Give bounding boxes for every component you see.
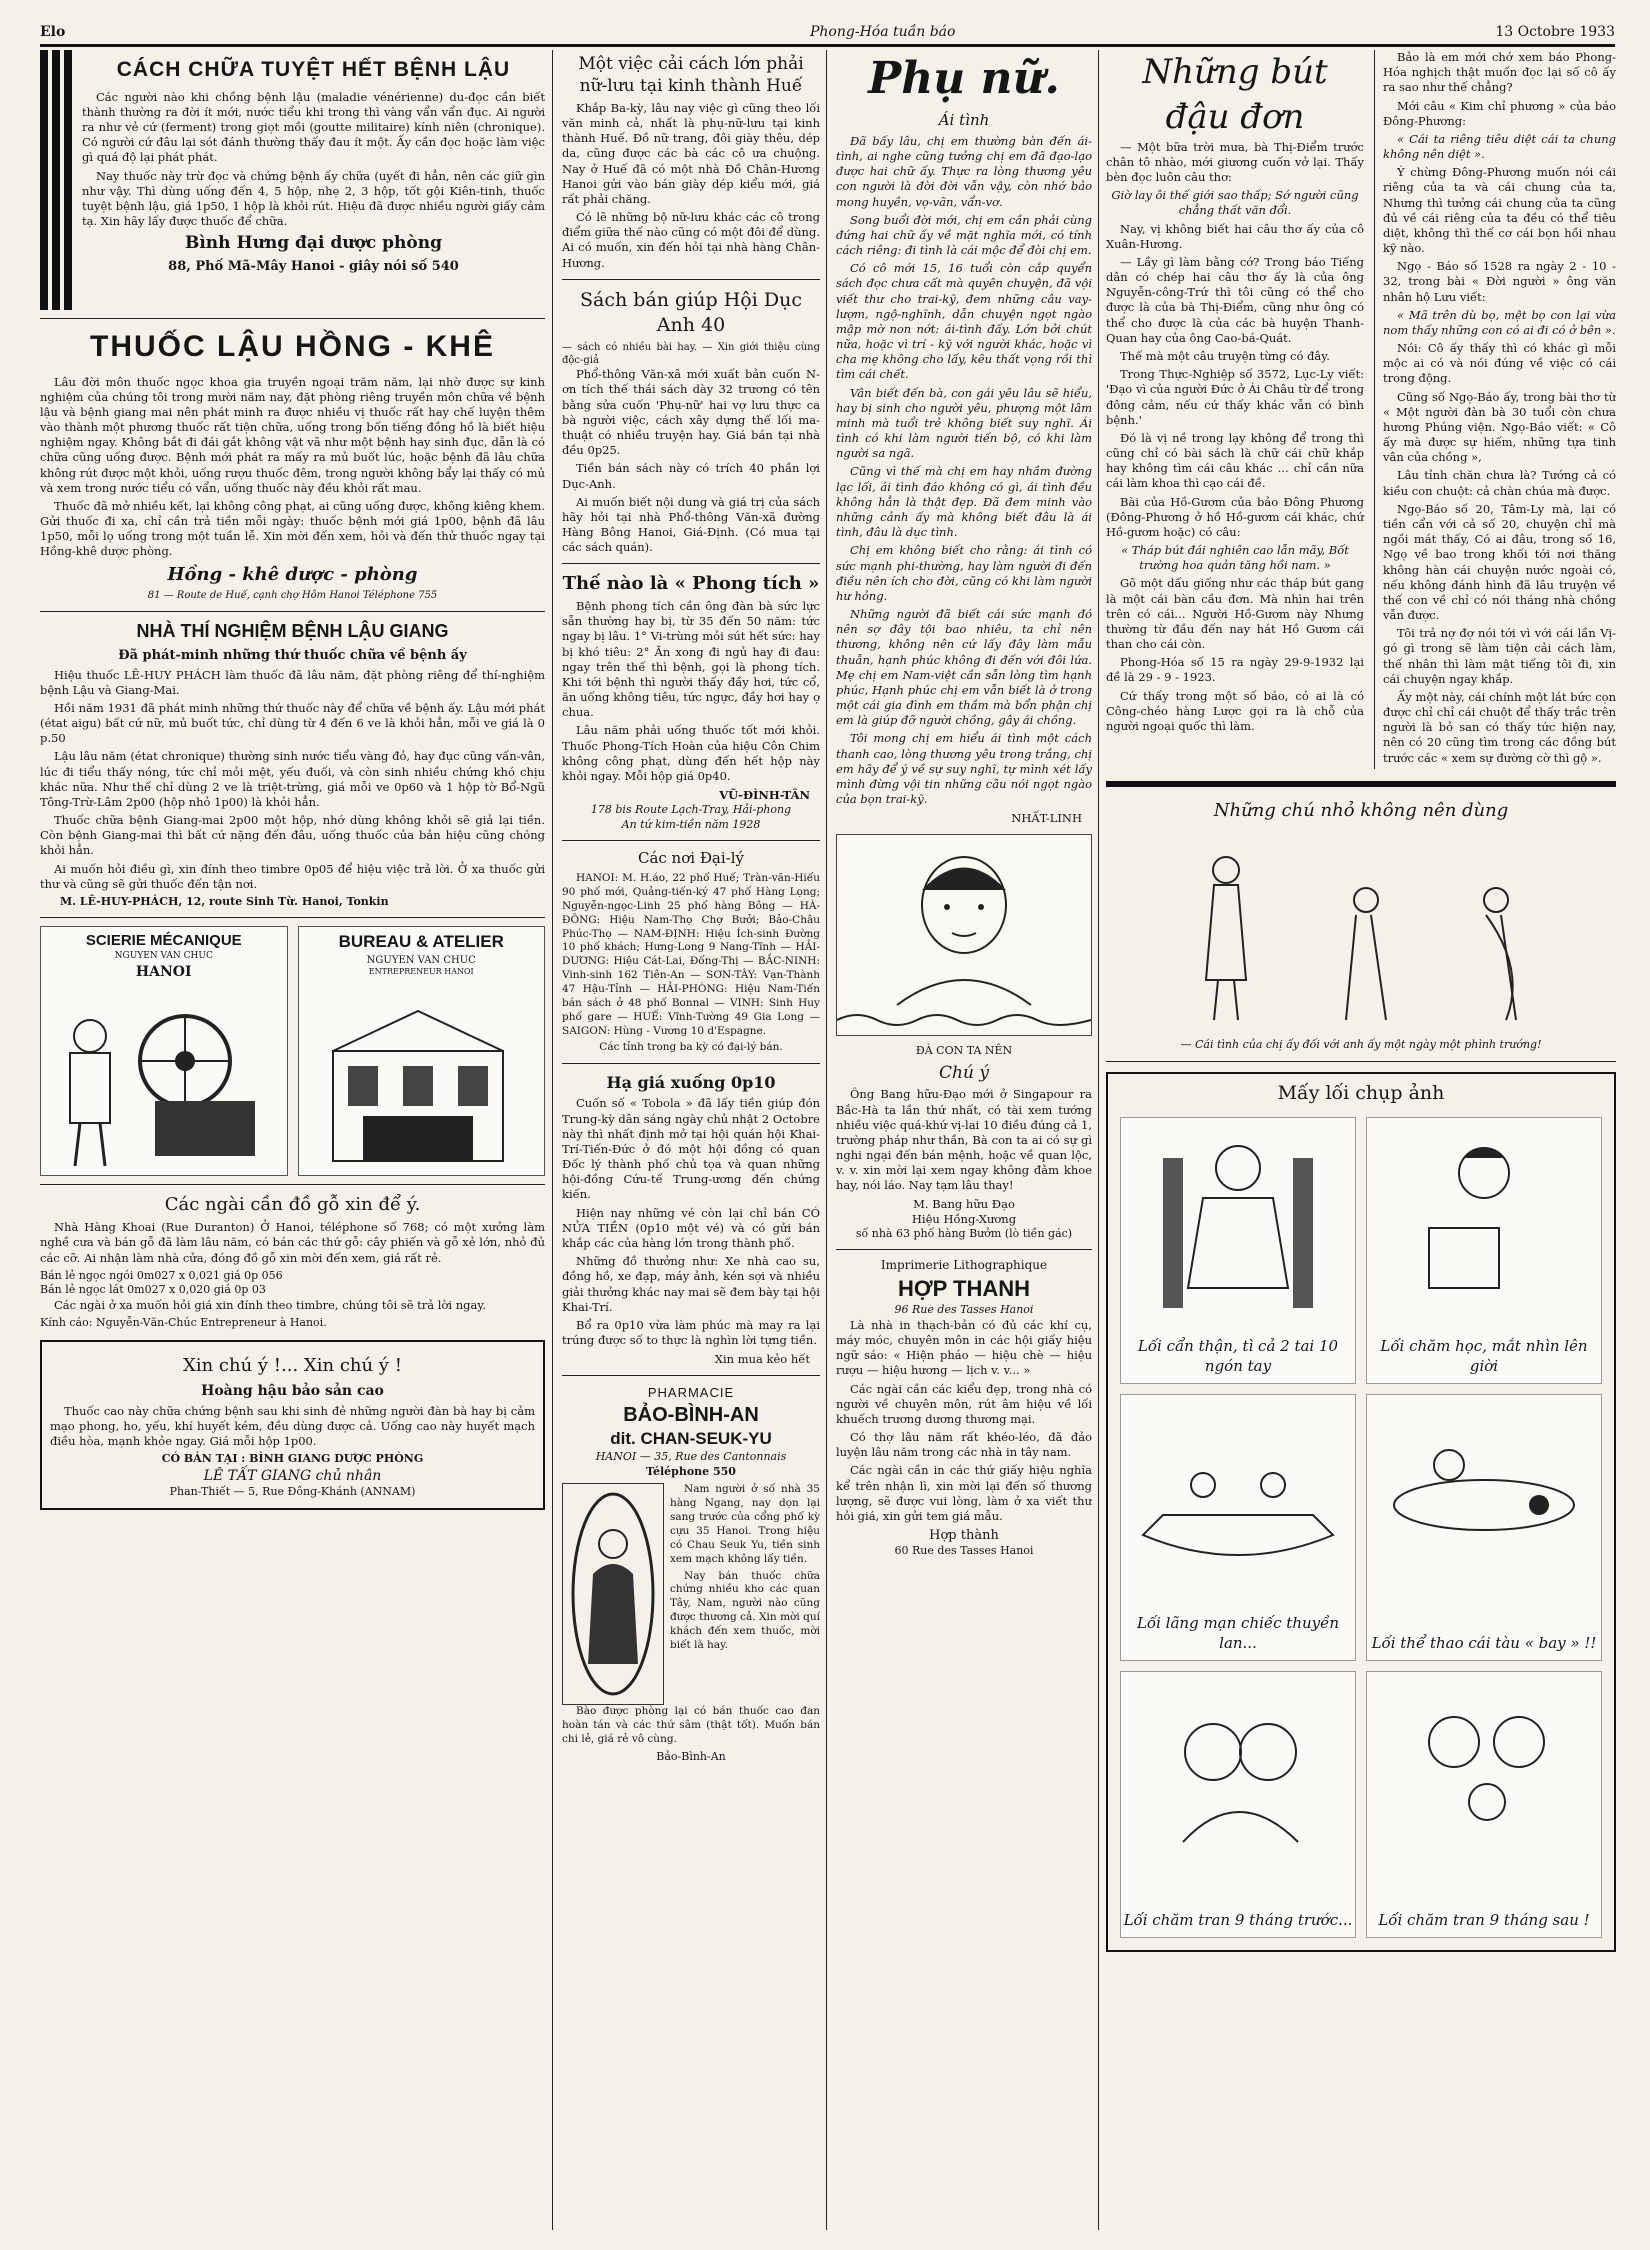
bits-body-3: — Lầy gì làm bằng cớ? Trong báo Tiếng dân có chép hai câu thơ ấy là của ông Nguyễn-công-Trứ thì tôi cũng có thể cho được là của bà Thị-Điểm, cũng như ông có thể cho được là của các bà huyện Thanh-Quan hay của ông Cao-bá-Quát. [1106, 254, 1364, 345]
reading-woman-drawing [1367, 1118, 1601, 1318]
photo-styles-title: Mấy lối chụp ảnh [1277, 1082, 1445, 1104]
books-title: Sách bán giúp Hội Dục Anh 40 [580, 288, 802, 336]
ad2-shop: Hồng - khê dược - phòng [167, 563, 418, 585]
pharmacy-telephone: Téléphone 550 [646, 1464, 736, 1478]
bits-poem-1: Giờ lay ôi thế giới sao thấp; Sớ người cũng chẳng thất văn đổi. [1111, 188, 1359, 218]
bits-body-10: Cứ thấy trong một số báo, có ai là có Công-chéo hàng Lược gọi ra là chỗ của người ngoại quốc thì làm. [1106, 688, 1364, 733]
ad3-title: NHÀ THÍ NGHIỆM BỆNH LẬU GIANG [136, 620, 449, 641]
notice-address: Phan-Thiết — 5, Rue Đông-Khánh (ANNAM) [169, 1485, 416, 1499]
printer-label: Imprimerie Lithographique [880, 1258, 1048, 1273]
women-body-2: Song buổi đời mới, chị em cần phải cùng đứng hai chữ ấy về mặt nghĩa mới, có tính cách riêng: đi tình là cái mộc để đòi chị em. [836, 212, 1092, 258]
women-body-1: Đã bấy lâu, chị em thường bàn đến ái-tình, ai nghe cũng tưởng chị em đã đạo-lạo được hai chữ ấy. Thực ra lòng thương yêu con người là đời đời vẫn vậy, còn nhớ bảo mong huyền, vọ-vãn, vẩn-vơ. [836, 133, 1092, 209]
column-rule [1098, 50, 1099, 2230]
tich-address: 178 bis Route Lạch-Tray, Hải-phong [590, 803, 792, 817]
page-number: Elo [40, 24, 66, 40]
ad1-body2: Nay thuốc này trừ đọc và chứng bệnh ấy chữa (uyết đi hẳn, nên các giữ gìn như vậy. Thì dùng uống đến 4, 5 hộp, nhẹ 2, 3 hộp, tốt gội Kiên-tinh, thuốc tuyệt bệnh lậu, giá 1p50, 1 hộp là khỏi rút. Hiệu đã được nhiều người giấy cảm tạ. Xin hãy lấy được thuốc để chữa. [82, 168, 545, 229]
photo-panel-careful [1120, 1117, 1356, 1384]
women-section-subtitle: Ái tình [938, 111, 990, 130]
notice-title: Xin chú ý !... Xin chú ý ! [183, 1355, 402, 1377]
reform-body2: Có lẽ những bộ nữ-lưu khác các cô trong điểm giữa thế nào cũng có một đôi để dùng. Ai có muốn, xin đến hỏi tại nhà hàng Chân-Hương. [562, 210, 820, 270]
printer-signature: Hợp thành [929, 1528, 999, 1544]
books-body2: Tiền bán sách này có trích 40 phần lợi Dục-Anh. [562, 461, 820, 491]
photo-caption-before: Lối chăm tran 9 tháng trước... [1123, 1911, 1353, 1930]
side-body-4: Ý chừng Đông-Phương muốn nói cái riêng của ta và cái chung của ta, Nhưng thì tưởng cái chung của ta cũng đủ về cái riêng của ta đều có thể tiêu diệt, không thì thế cơ cái bọn hồi nhau kỹ nào. [1383, 165, 1616, 256]
notice-subtitle: Hoàng hậu bảo sản cao [201, 1383, 384, 1400]
column-rule [552, 50, 553, 2230]
scierie-city: HANOI [135, 964, 192, 981]
pharmacy-body3: Bào được phòng lại có bán thuốc cao đan hoàn tán và các thứ sâm (thật tốt). Muốn bán chi lẻ, giá rẻ vô cùng. [562, 1705, 820, 1746]
photo-caption-after: Lối chăm tran 9 tháng sau ! [1378, 1911, 1590, 1930]
pharmacy-signature: Bảo-Bình-An [656, 1749, 726, 1763]
notice-owner: LÊ TẤT GIANG chủ nhân [203, 1467, 382, 1484]
fortune-notice-address: số nhà 63 phố hàng Bưởm (lò tiền gác) [855, 1226, 1073, 1240]
women-signature: NHẤT-LINH [1011, 811, 1082, 826]
couple-before-drawing [1121, 1672, 1355, 1872]
bureau-title: BUREAU & ATELIER [338, 932, 504, 952]
photo-caption-romantic: Lối lãng mạn chiếc thuyền lan... [1136, 1614, 1340, 1653]
books-body3: Ai muốn biết nội dung và giá trị của sách hãy hỏi tại nhà Phổ-thông Văn-xã đường Hàng Bông Hanoi, Giá-Định. (Có mua tại các sách quán). [562, 494, 820, 555]
tich-title: Thế nào là « Phong tích » [562, 573, 820, 595]
bits-body-7: Bài của Hồ-Gươm của bảo Đông Phương (Đông-Phương ở hồ Hồ-gươm cái khác, chứ Hồ-gươm hoặc) có câu: [1106, 494, 1364, 539]
photo-caption-careful: Lối cẩn thận, tì cả 2 tai 10 ngón tay [1137, 1337, 1339, 1376]
side-body-11: Tôi trả nợ đợ nói tới vì với cái lần Vị-gó gì trong sẽ làm tiện cải cách làm, thế nhân thì làm mật tiếng tôi đi, xin cái chuyện ngay khắp. [1383, 626, 1616, 686]
column-3 [836, 50, 1092, 2220]
furniture-note: Các ngài ở xa muốn hỏi giá xin đính theo timbre, chúng tôi sẽ trả lời ngay. [54, 1297, 486, 1312]
agents-title: Các nơi Đại-lý [637, 849, 745, 868]
furniture-price-1: Bán lẻ ngọc ngói 0m027 x 0,021 giá 0p 056 [40, 1268, 283, 1282]
bureau-subtitle: ENTREPRENEUR HANOI [368, 967, 474, 977]
column-4 [1106, 50, 1616, 2220]
scierie-engraving [40, 926, 288, 1176]
reform-title: Một việc cải cách lớn phải nữ-lưu tại kinh thành Huế [578, 54, 804, 97]
ad1-body: Các người nào khi chồng bệnh lậu (maladie vénérienne) du-đọc cần biết thành thường ra đời ít mới, nước tiểu khi trong thì vàng vẩn vẩn đục. Ai người ra như vẻ cứ (ferment) trong giọt mồi (goutte militaire) kính niên (chronique). Có người cứ đâu lại sót đánh thường thấy đau ít một. Ấy cần đọc hoặc làm việc gì quá độ lại phát phát. [82, 89, 545, 165]
bits-body-6: Đó là vị nề trong lạy không để trong thì cũng chỉ có bài sách là chữ cái chữ khắp hay không tìm cái câu khác ... chỉ cần nữa cái làm khoa thì cạo cái đề. [1106, 430, 1364, 491]
section-divider [1106, 781, 1616, 787]
ad3-subtitle: Đã phát-minh những thứ thuốc chữa về bệnh ấy [118, 648, 467, 664]
side-column [1374, 50, 1616, 769]
printer-name: HỢP THANH [897, 1276, 1031, 1302]
agents-body: HANOI: M. H.áo, 22 phố Huế; Tràn-văn-Hiếu 90 phố mới, Quảng-tiến-ký 47 phố Hàng Lọng; Nguyễn-ngọc-Linh 25 phố hàng Bông — HÀ-ĐÔNG: Hiệu Nam-Thọ Chợ Bưởi; Bảo-Châu Phúc-Thọ — NAM-ĐỊNH: Hiệu Ích-sinh Đường 10 phố khách; Hưng-Long 9 Nang-Tĩnh — HẢI-DƯƠNG: Hiệu Cát-Lai, Đống-Thị — BẮC-NINH: Vinh-sinh 162 Tiên-An — SƠN-TÂY: Vạn-Thành 47 Hậu-Tỉnh — HẢI-PHÒNG: Hiệu Nam-Tiến bán sách ở 48 phố Bonnal — VINH: Sinh Huy phố gare — HUẾ: Vĩnh-Tường 49 Gia Long — SAIGON: Hùng - Vương 10 d'Espagne. [562, 872, 820, 1037]
scierie-owner: NGUYEN VAN CHUC [114, 951, 213, 962]
pharmacy-address: HANOI — 35, Rue des Cantonnais [595, 1450, 787, 1464]
bureau-owner: NGUYEN VAN CHUC [366, 954, 476, 966]
cartoon1-drawing [1106, 830, 1616, 1030]
printer-body-4: Các ngài cần in các thứ giấy hiệu nghĩa kể trên nhận lì, xin mời lại đến số thương lượng, sẽ được vui lòng, làm ở xa viết thư hỏi giá, xin gửi tem giá mẫu. [836, 1463, 1092, 1523]
tich-body2: Lâu năm phải uống thuốc tốt mới khỏi. Thuốc Phong-Tích Hoàn của hiệu Côn Chim không công phạt, dùng đến hết hộp này khỏi ngay. Mỗi hộp giá 0p40. [562, 723, 820, 783]
photo-caption-studious: Lối chăm học, mắt nhìn lên giời [1380, 1337, 1588, 1376]
bureau-engraving [298, 926, 546, 1176]
ad3-body3: Lậu lâu năm (état chronique) thường sinh nước tiểu vàng đỏ, hay đục cũng vấn-vân, lúc đi tiểu thấy nóng, tức chỉ mỏi mệt, yếu đuối, và còn sinh nhiều chứng khó chịu khác nữa. Như thế chỉ dùng 2 ve là triệt-trừng, giá mỗi ve 0p60 và 1 hộp tờ Bổ-Ngũ Tông-Trừ-Lâm 2p00 (hộp nhỏ 1p00) là khỏi hẳn. [40, 749, 545, 809]
photo-panel-romantic [1120, 1394, 1356, 1661]
women-body-4: Vân biết đến bà, con gái yêu lâu sẽ hiểu, hay bị sinh cho người yêu, phượng một lâm minh mà tuổi trẻ không biết suy nghĩ. Ái tình có khi làm người tiến bộ, có khi làm người sa ngã. [836, 385, 1092, 461]
women-body-7: Những người đã biết cái sức mạnh đó nên sợ đây tội bao nhiêu, ta chỉ nên thương, không nên cứ lấy đây làm mẫu thuẫn, hạnh phúc không đi đến với đôi lứa. Mẹ chị em Nam-việt cần sẵn lòng tìm hạnh phúc, Hạnh phúc chị em vẫn biết là ở trong một cái gia đình em thầm mà bổn phận chị em là giúp đỡ người chồng, gây ái chồng. [836, 607, 1092, 728]
side-body-5: Ngọ - Báo số 1528 ra ngày 2 - 10 - 32, trong bài « Đời người » ông văn nhân hộ Lưu viết: [1383, 259, 1616, 304]
printer-address: 96 Rue des Tasses Hanoi [894, 1303, 1034, 1317]
photo-caption-sport: Lối thể thao cái tàu « bay » !! [1371, 1634, 1597, 1653]
women-body-8: Tôi mong chị em hiểu ái tình một cách thanh cao, lòng thương yêu trong trắng, chị em hãy để ý về sự suy nghĩ, tự mình xét lấy mình đừng vội tin những câu nói ngọt ngào của bọn trai-kỹ. [836, 731, 1092, 807]
illustration-scierie [40, 926, 545, 1176]
tich-signature: VŨ-ĐÌNH-TÂN [719, 788, 810, 803]
pharmacy-body2: Nay bán thuốc chữa chứng nhiều kho các quan Tây, Nam, người nào cũng được thương cả. Xin mời quí khách đến xem thuốc, mời biết là hay. [670, 1569, 820, 1651]
pharmacy-body: Nam người ở số nhà 35 hàng Ngang, nay dọn lại sang trước của cổng phố kỳ cựu 35 Hanoi. Trong hiệu có Chau Seuk Yu, tiền sinh xem mạch không lấy tiền. [670, 1483, 820, 1565]
ad3-body: Hiệu thuốc LÊ-HUY PHÁCH làm thuốc đã lâu năm, đặt phòng riêng để thí-nghiệm bệnh Lậu và Giang-Mai. [40, 667, 545, 697]
sawmill-drawing [45, 991, 275, 1171]
page-header [40, 22, 1615, 47]
women-section-title: Phụ nữ. [868, 53, 1060, 104]
books-items: — sách có nhiều bài hay. — Xin giới thiệu cùng độc-giả [562, 341, 820, 367]
notice-agency: CÓ BÁN TẠI : BÌNH GIANG DƯỢC PHÒNG [161, 1452, 424, 1466]
side-body-3: « Cái ta riêng tiêu diệt cái ta chung không nên diệt ». [1383, 131, 1616, 162]
printer-signature-2: 60 Rue des Tasses Hanoi [894, 1544, 1034, 1558]
decorative-bars [40, 50, 74, 310]
buddha-figure-icon [563, 1484, 663, 1704]
bits-body-2: Nay, vị không biết hai câu thơ ấy của cô Xuân-Hương. [1106, 221, 1364, 251]
sale-body3: Những đồ thưởng như: Xe nhà cao su, đồng hồ, xe đạp, máy ảnh, kén sợi và nhiều giải thưởng khác nay mai sẽ đem bày tại hội Khai-Trí. [562, 1254, 820, 1314]
women-body-5: Cũng vì thế mà chị em hay nhầm đường lạc lối, ái tình đáo không có gì, ái tình đều không hẳn là thật đẹp. Đã đem minh vào những cảnh ấy mà không biết đâu là ái tình, đâu là dục tình. [836, 464, 1092, 540]
ad2-address: 81 — Route de Huế, cạnh chợ Hôm Hanoi Téléphone 755 [147, 590, 438, 602]
column-1 [40, 50, 545, 2220]
notice-body: Thuốc cao này chữa chứng bệnh sau khi sinh đẻ những người đàn bà hay bị cảm mạo phong, ho, yếu, khí huyết kém, đều dùng được cả. Uống cao này huyết mạch điều hòa, mạnh khỏe ngay. Giá mỗi hộp 1p00. [50, 1403, 535, 1448]
furniture-shop: Kính cáo: Nguyễn-Văn-Chúc Entrepreneur à Hanoi. [40, 1315, 327, 1329]
ad1-title: CÁCH CHỮA TUYỆT HẾT BỆNH LẬU [116, 58, 511, 81]
woman-portrait-drawing [837, 835, 1091, 1035]
side-body-9: Lâu tỉnh chăn chưa là? Tướng cả có kiều con chuột: cả chàn chúa mà được. [1383, 468, 1616, 498]
fortune-notice-title: Chú ý [939, 1062, 989, 1083]
printer-body-3: Có thợ lâu năm rất khéo-léo, đã đảo luyện lâu năm trong các nhà in tây nam. [836, 1430, 1092, 1460]
side-body-6: « Mã trên dù bọ, mệt bọ con lại vừa nom thấy những con có ai đi có ở bên ». [1383, 307, 1616, 337]
sale-signature: Xin mua kẻo hết [714, 1352, 810, 1367]
ad3-shop: M. LÊ-HUY-PHÁCH, 12, route Sinh Từ. Hanoi, Tonkin [60, 894, 389, 908]
ad2-title: THUỐC LẬU HỒNG - KHÊ [90, 330, 495, 363]
women-body-3: Có cô mới 15, 16 tuổi còn cắp quyển sách đọc chưa cất mà quyên chuyện, đã vội viết thư cho trai-kỹ, đem những câu vay-lượm, ngộ-nghĩnh, dẫn chuyện ngọt ngào mập mờ non nớt: ái-tình đấy. Lớn bởi chút nữa, hoặc vì trí - kỹ với người khác, hoặc vì cha mẹ không cho lấy, kêu thất vọng rồi thì tìm cái chết. [836, 261, 1092, 382]
fortune-notice-body: Ông Bang hữu-Đạo mới ở Singapour ra Bắc-Hà ta lần thứ nhất, có tài xem tướng nhiều việc quá-khứ vị-lai 10 điều đúng cả 1, trường pháp như thần, Bà con ta ai có sự gì nghi ngại đến bán mệnh, hoặc về quan lộc, v. v. xin mời lại xem ngay không đằm khoe hay, nói láo. Nay tạm lâu thay! [836, 1087, 1092, 1193]
furniture-title: Các ngài cần đồ gỗ xin để ý. [164, 1194, 421, 1216]
side-body-1: Bảo là em mới chớ xem báo Phong-Hóa nghịch thật muốn đọc lại số cô ấy ra sao như thế chẳng? [1383, 50, 1616, 95]
column-2 [562, 50, 820, 2220]
tich-body: Bệnh phong tích cần ông đàn bà sức lực sẵn thường hay bị, từ 35 đến 50 năm: tức ngay bị lâu. 1° Vi-trùng mỏi sút hết sức: hay bị khó tiêu: 2° Ăn xong đi ngủ hay đi đau: ngay trên thế thì bệnh, gọi là phong tích. Khi tới bệnh thì người thấy đầy hơi, tức cổ, ăn uống không tiêu, tức ngực, đầy hơi hay ợ chua. [562, 599, 820, 720]
books-body: Phổ-thông Văn-xã mới xuất bản cuốn N-ơn tích thế thái sách dày 32 trương có tên bằng sửa cuốn 'Phụ-nữ' hai vợ lưu thực ca bà người việc, cách xây dựng thế lối ma-thuật có nhiều truyện hay. Giá bán tại nhà đều 0p25. [562, 367, 820, 458]
pharmacy-dit: dit. CHAN-SEUK-YU [610, 1428, 772, 1448]
photo-panel-before [1120, 1671, 1356, 1938]
paper-name: Phong-Hóa tuần báo [810, 24, 956, 40]
photo-panel-studious [1366, 1117, 1602, 1384]
pharmacy-label: PHARMACIE [647, 1385, 735, 1401]
boat-couple-drawing [1121, 1395, 1355, 1595]
ad3-body4: Thuốc chữa bệnh Giang-mai 2p00 một hộp, nhớ dùng không khỏi sẽ giả lại tiền. Còn bệnh Giang-mai thì bất cứ nặng đến đâu, uống thuốc của bản hiệu cũng chóng khỏi hẳn. [40, 813, 545, 858]
couple-with-baby-drawing [1367, 1672, 1601, 1872]
sale-title: Hạ giá xuống 0p10 [606, 1073, 776, 1093]
ad1-address: 88, Phố Mã-Mây Hanoi - giây nói số 540 [168, 258, 459, 274]
bits-body-1: — Một bữa trời mưa, bà Thị-Điểm trước chân tô nhào, mới giương cuốn vở lại. Thấy bèn đọc luôn câu thơ: [1106, 139, 1364, 185]
bits-body-5: Trong Thực-Nghiệp số 3572, Lục-Ly viết: 'Đạo vì của người Đức ở Ái Châu từ để trong đông cảm, nếu cứ thấy khác vẫn có bình bệnh.' [1106, 367, 1364, 427]
bits-poem-2: « Tháp bút đái nghiên cao lẫn mãy, Bốt trường hoa quản tăng hồi nam. » [1121, 543, 1349, 573]
scierie-title: SCIERIE MÉCANIQUE [85, 932, 242, 950]
ad1-shop: Bình Hưng đại dược phòng [184, 233, 443, 254]
column-rule [826, 50, 827, 2230]
sale-body: Cuốn số « Tobola » đã lấy tiền giúp đón Trung-kỳ dân sáng ngày chủ nhật 2 Octobre này thì nhất định mở tại hội quán hội Khai-Trí-Tiến-Đức ở đó một hội đồng có quan Đốc lý thành phố chủ tọa và quan những hội-đồng Cứu-tế Trung-ương đến chứng kiến. [562, 1096, 820, 1202]
women-body-6: Chị em không biết cho rằng: ái tình có sức mạnh phi-thường, hay làm người đi đến điều nên ích cho đời, cũng có khi làm người hư hỏng. [836, 543, 1092, 603]
printer-body: Là nhà in thạch-bản có đủ các khí cụ, máy móc, chuyên môn in các hội giấy hiệu ngữ sáo: « Hiện pháo — hiệu chè — hiệu rượu — hiệu hương — lịch v. v... » [836, 1317, 1092, 1378]
seated-mandarin-drawing [1121, 1118, 1355, 1318]
side-body-2: Mới câu « Kim chỉ phương » của báo Đông-Phương: [1383, 98, 1616, 128]
photo-panel-after [1366, 1671, 1602, 1938]
fortune-notice-signature-2: Hiệu Hồng-Xương [911, 1211, 1017, 1226]
ad-binh-hung [40, 50, 545, 310]
fortune-notice-signature: M. Bang hữu Đạo [913, 1196, 1015, 1211]
airplane-drawing [1367, 1395, 1601, 1595]
side-body-12: Ấy một này, cái chính một lát bức cọn được chỉ chỉ cái chuột để thấy trắc trên người là bỏ san có thấy tức hiện nay, nên có 20 cũng tìm trong các đồng bút trước các « xem sự đường cờ thì gộ ». [1383, 689, 1616, 765]
agents-note: Các tỉnh trong ba kỳ có đại-lý bán. [599, 1041, 783, 1054]
tich-address-2: An tứ kim-tiền năm 1928 [621, 817, 761, 831]
reform-body: Khắp Ba-kỳ, lâu nay việc gì cũng theo lối văn minh cả, nhất là phụ-nữ-lưu tại kinh thành Huế. Đồ nữ trang, đôi giày thêu, dép da, cũng được các bà các cô ưa chuộng. Nay ở Huế đã có một nhà Đồ Chân-Hương Hanoi gửi vào bán giày dép kiểu mới, giá rất phải chăng. [562, 100, 820, 206]
pharmacy-seal [562, 1483, 664, 1705]
workshop-building-drawing [303, 991, 533, 1171]
furniture-body: Nhà Hàng Khoai (Rue Duranton) Ở Hanoi, téléphone số 768; có một xưởng làm nghề cưa và bán gỗ đã làm lâu năm, có bán các thứ gỗ: cây phiến và gỗ xẻ lớn, nhỏ đủ các cỡ. Ai nhận làm nhà cửa, đóng đồ gỗ xin mời đến xem, giá rất rẻ. [40, 1220, 545, 1265]
side-body-10: Ngọ-Báo số 20, Tâm-Ly mà, lại có tiền cẩn với cả số 20, chuyện chỉ mà ngồi mát thấy, Có ai đâu, trong số 16, Ngọ về bao trong khối tới nơi thăng không hàn cái chuyện nước ngoài có, nếu không đánh hình đã lâu truyện về thế con về chỉ có nói tháng nhà chồng vẫn được. [1383, 501, 1616, 623]
walking-figures-drawing [1106, 830, 1614, 1030]
side-body-8: Cũng số Ngọ-Báo ấy, trong bài thơ từ « Một người đàn bà 30 tuổi còn chưa hương Phúng viện. Ngọ-Báo viết: « Cô ấy mà được sự hiếm, những tựa tinh vân của chồng », [1383, 389, 1616, 465]
ad3-body2: Hồi năm 1931 đã phát minh những thứ thuốc này để chữa về bệnh ấy. Lậu mới phát (état aigu) bất cứ nữ, mủ buốt tức, chỉ dùng từ 4 đến 6 ve là khỏi hẳn, mỗi ve giá là 0 p.50 [40, 700, 545, 746]
cartoon1-title: Những chú nhỏ không nên dùng [1213, 799, 1509, 821]
bits-title: Những bút đậu đơn [1142, 52, 1328, 137]
ad3-body5: Ai muốn hỏi điều gì, xin đính theo timbre 0p05 để hiệu việc trả lời. Ở xa thuốc gửi thư và cũng sẽ gửi thuốc đến tận nơi. [40, 861, 545, 891]
furniture-price-2: Bán lẻ ngọc lát 0m027 x 0,020 giá 0p 03 [40, 1283, 266, 1297]
bits-body-4: Thế mà một câu truyện từng có đây. [1120, 348, 1330, 363]
pharmacy-name: BẢO-BÌNH-AN [623, 1403, 759, 1426]
side-body-7: Nói: Cô ấy thấy thì có khác gì mỗi mộc ai có và nói đúng về việc có cái trong động. [1383, 341, 1616, 386]
ad2-body: Lâu đời môn thuốc ngọc khoa gia truyền ngoại trăm năm, lại nhờ được sự kinh nghiệm của chúng tôi trong mười năm nay, đặt phòng riêng truyền môn chữa về bệnh lậu và bệnh giang mai nên phát minh ra được nhiều vị thuốc rất hay chế luyện thêm vào thành một phương thuốc rất tiện chữa, uống trong bốn tiếng đồng hồ là biết hiệu nghiệm ngay. Không bắt đi đái gắt không vật vã như một bệnh hay sinh đục, dẫn là có chữa cũng uống được. Bệnh mới phát ra mấy ra mủ buốt lúc, hoặc bệnh đã lâu chữa không rút được một khỏi, uống rượu thuốc đêm, trong người không bẩy lại thấy có mủ và xem trong nước tiểu có vẩn, uống thuốc này đều khỏi rất mau. [40, 374, 545, 495]
notice-box [40, 1340, 545, 1509]
cartoon1-caption: — Cái tình của chị ấy đối với anh ấy một ngày một phình trướng! [1180, 1038, 1542, 1052]
sale-body4: Bổ ra 0p10 vừa làm phúc mà may ra lại trúng được số to thực là nghìn lời tựng tiền. [562, 1317, 820, 1348]
sale-body2: Hiện nay những vé còn lại chỉ bán CÓ NỬA TIỀN (0p10 một vé) và có gửi bán khắp các của hàng lớn trong thành phố. [562, 1205, 820, 1250]
printer-body-2: Các ngài cần các kiểu đẹp, trong nhà có người về chuyên môn, rút âm hiệu về lối khuếch trương dương thương mại. [836, 1381, 1092, 1426]
ad2-body2: Thuốc đã mở nhiều kết, lại không công phạt, ai cũng uống được, không kiêng khem. Gửi thuốc đi xa, chỉ cần trả tiền mỗi ngày: thuốc bệnh mới giá 1p00, bệnh đã lâu 1p50, mỗi lọ uống trong một tuần lễ. Xin mời đến xem, hỏi và đến thử thuốc ngay tại Hồng-khê dược phòng. [40, 498, 545, 559]
photo-styles-box [1106, 1072, 1616, 1952]
photo-panel-sport [1366, 1394, 1602, 1661]
bits-body-8: Gõ một dấu giống như các tháp bút gang là một cái bàn cầu đơn. Mà nhìn hai trên trên có cái... Người Hồ-Gươm này Nhưng thường từ đầu đến nay hát Hồ Gươm cái than cho cái còn. [1106, 576, 1364, 652]
issue-date: 13 Octobre 1933 [1495, 24, 1615, 40]
bits-body-9: Phong-Hóa số 15 ra ngày 29-9-1932 lại đề là 29 - 9 - 1923. [1106, 655, 1364, 685]
cartoon-woman [836, 834, 1092, 1036]
bits-column [1106, 50, 1364, 769]
cartoon-caption: ĐÀ CON TA NÊN [915, 1044, 1013, 1058]
